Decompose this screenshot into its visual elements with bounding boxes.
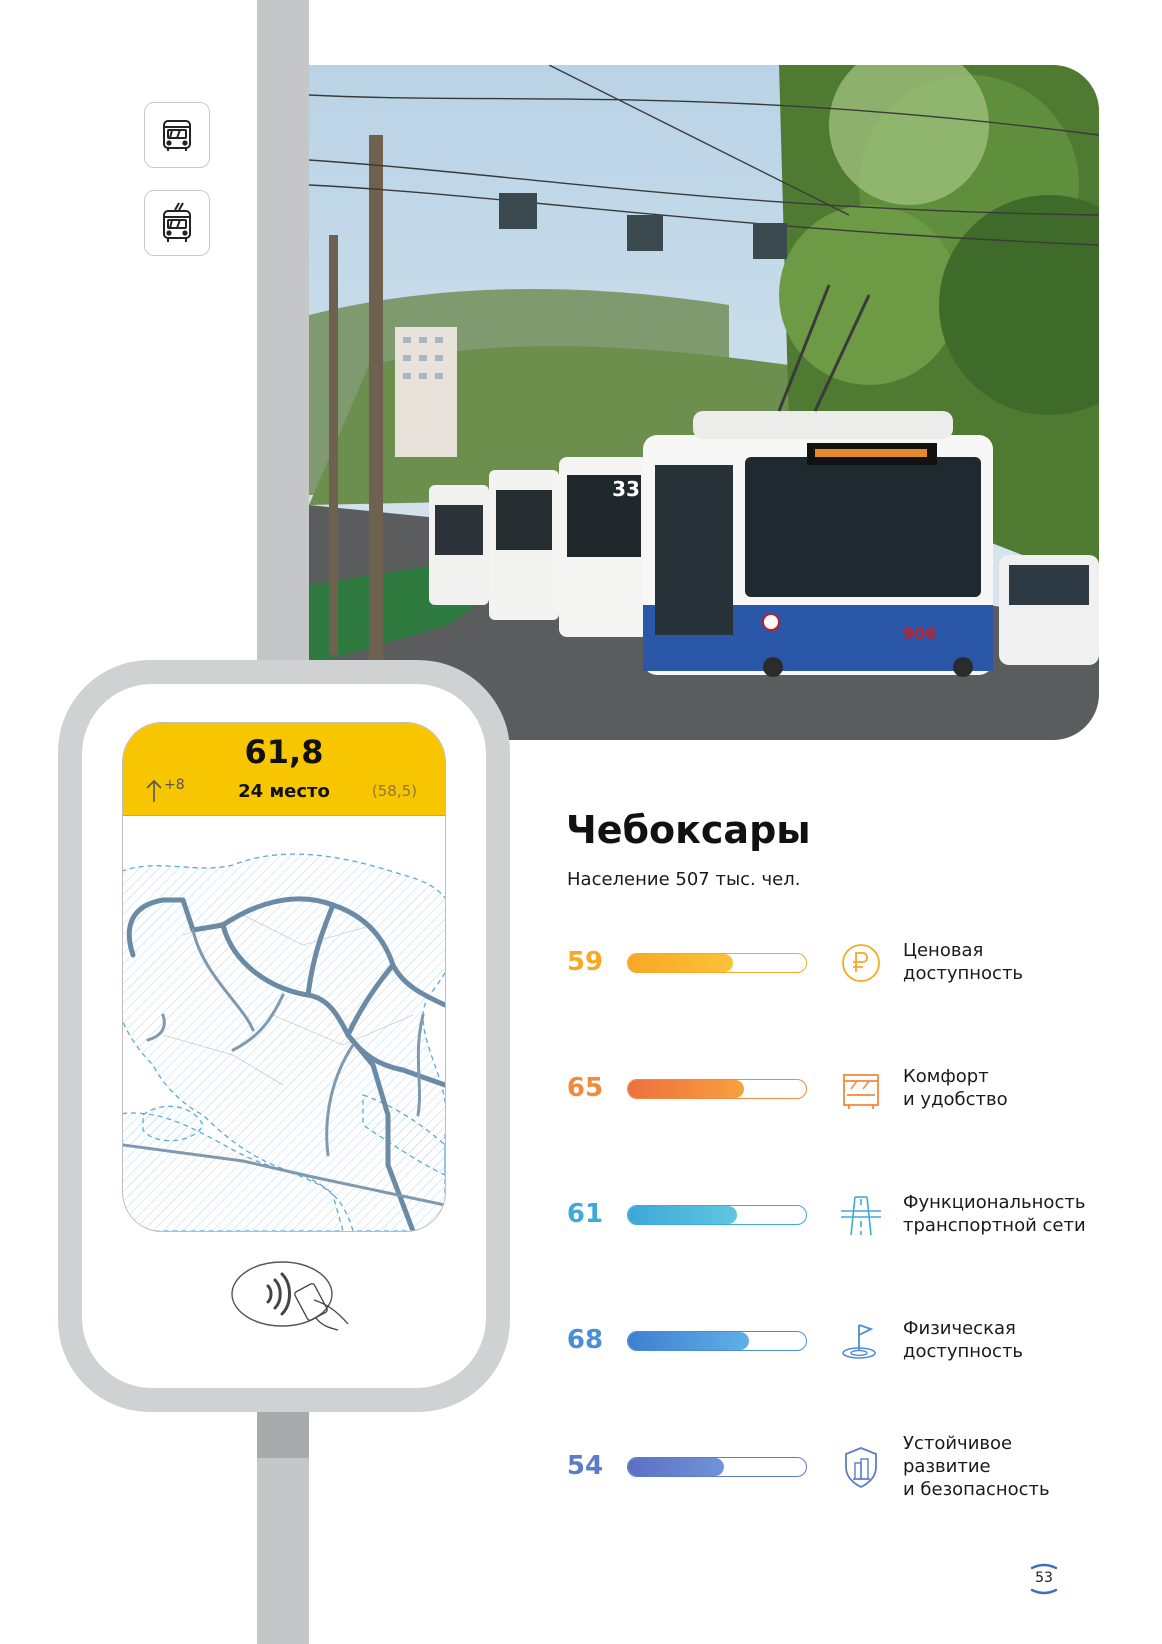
terminal-screen <box>122 722 446 1232</box>
metric-score: 59 <box>566 947 604 977</box>
road-network-icon <box>839 1193 883 1237</box>
metric-bar <box>627 1331 807 1351</box>
metric-bar-fill <box>628 1080 744 1098</box>
metric-bar-fill <box>628 954 733 972</box>
metric-bar <box>627 953 807 973</box>
trolleybus-photo <box>309 65 1099 740</box>
bus-mode-badge <box>144 102 210 168</box>
terminal-face <box>82 684 486 1388</box>
metric-bar <box>627 1205 807 1225</box>
sign-post-band <box>257 1410 309 1458</box>
bus-stop-icon <box>839 1067 883 1111</box>
metric-bar <box>627 1079 807 1099</box>
trolleybus-icon <box>158 202 196 244</box>
trolleybus-mode-badge <box>144 190 210 256</box>
location-flag-icon <box>839 1319 883 1363</box>
metric-bar <box>627 1457 807 1477</box>
metric-bar-fill <box>628 1458 724 1476</box>
page-number: 53 <box>1035 1570 1053 1586</box>
metric-label: Функциональность транспортной сети <box>903 1192 1086 1236</box>
metric-score: 65 <box>566 1073 604 1103</box>
score-change-value: +8 <box>164 777 185 793</box>
metric-score: 54 <box>566 1451 604 1481</box>
vehicle-number: 906 <box>903 624 937 643</box>
metric-bar-fill <box>628 1206 737 1224</box>
score-header <box>123 723 445 816</box>
metric-label: Устойчивое развитие и безопасность <box>903 1432 1050 1500</box>
metric-label: Ценовая доступность <box>903 940 1024 984</box>
bus-icon <box>158 116 196 154</box>
ticket-terminal <box>58 660 510 1412</box>
route-number: 33 <box>612 477 640 501</box>
previous-score: (58,5) <box>371 782 417 800</box>
city-title: Чебоксары <box>566 808 811 852</box>
city-shield-icon <box>839 1445 883 1489</box>
rank-label: 24 место <box>238 781 330 802</box>
metric-label: Физическая доступность <box>903 1318 1024 1362</box>
metric-score: 61 <box>566 1199 604 1229</box>
overall-score: 61,8 <box>244 733 324 771</box>
population-label: Население 507 тыс. чел. <box>567 869 801 890</box>
transit-map <box>123 815 445 1231</box>
metric-score: 68 <box>566 1325 604 1355</box>
ruble-icon <box>839 941 883 985</box>
metric-bar-fill <box>628 1332 749 1350</box>
contactless-payment-icon <box>230 1260 354 1334</box>
metric-label: Комфорт и удобство <box>903 1066 1008 1110</box>
